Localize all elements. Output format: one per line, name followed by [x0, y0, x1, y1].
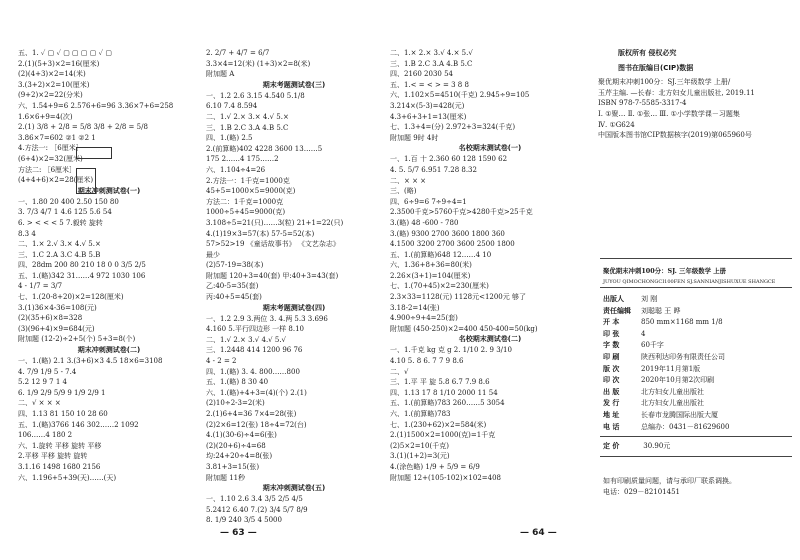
answer-line: 四、28dm 200 80 210 18 0 0 3/5 2/5: [18, 261, 146, 270]
publication-value: 60千字: [641, 341, 664, 350]
answer-line: 4.10 5. 8 6. 7 7 9 8.6: [390, 357, 464, 366]
answer-line: 三、1.C 2.A 3.C 4.B 5.B: [18, 250, 101, 259]
answer-line: 3.108÷5=21(只)……3(粒) 21+1=22(只): [206, 218, 344, 227]
cip-block: [598, 77, 794, 141]
answer-line: 三、1.2448 414 1200 96 76: [206, 346, 303, 355]
answer-line: 3.3×4=12(米) (1+3)×2=8(米): [206, 59, 311, 68]
answer-line: (2)5×2=10(千克): [390, 441, 449, 450]
answer-line: 一、1.80 20 400 2.50 150 80: [18, 197, 119, 206]
answer-line: 二、1.× 2.× 3.√ 4.× 5.√: [390, 49, 473, 57]
answer-line: 二、1.√ 2.× 3.√ 4.√ 5.√: [206, 335, 287, 344]
answer-line: 175 2……4 175……2: [206, 155, 279, 164]
book-pinyin: JUYOU QIMOCHONGCI100FEN SJ.SANNIANJISHUXUE SHANGCE: [603, 278, 776, 285]
cip-line: 聚优期末冲刺100分：SJ.三年级数学 上册/: [598, 78, 731, 87]
answer-line: 附加题 9时 4时: [390, 133, 439, 142]
cip-line: 玉芹主编. —长春：北方妇女儿童出版社, 2019.11: [598, 88, 755, 97]
cip-line: ISBN 978-7-5585-3317-4: [598, 99, 687, 108]
answer-line: 四、6÷9=6 7÷9÷4=1: [390, 197, 467, 206]
publication-key: 印 次: [603, 376, 620, 385]
answer-line: (2)(4+3)×2=14(米): [18, 70, 86, 79]
answer-line: 4.1500 3200 2700 3600 2500 1800: [390, 240, 515, 249]
page-number-left: — 63 —: [220, 528, 257, 538]
publication-value: 刘聪聪 王 晔: [641, 306, 681, 315]
publication-key: 印 刷: [603, 352, 620, 361]
publication-key: 字 数: [603, 341, 620, 350]
publication-key: 电 话: [603, 422, 620, 431]
answer-line: 4.(1)19×3=57(本) 57-5=52(本): [206, 229, 315, 238]
answer-line: 方法二：1千克=1000克: [206, 197, 284, 206]
publication-value: 刘 刚: [641, 295, 658, 303]
publication-key: 开 本: [603, 318, 620, 327]
price-top-divider: [600, 436, 792, 437]
answer-line: (2)10÷2-3=2(米): [206, 399, 265, 408]
publication-row: [603, 352, 791, 364]
publication-row: [603, 375, 791, 387]
answer-line: 1.6×6+9=4(次): [18, 112, 73, 121]
publication-value: 北方妇女儿童出版社: [641, 387, 704, 396]
notice-line-1: 如有印刷质量问题，请与承印厂联系调换。: [603, 477, 736, 485]
rectangle-figure-2: [76, 168, 96, 194]
answer-line: 附加题 12+(105-102)×102=408: [390, 473, 501, 482]
answer-line: 四、1.13 81 150 10 28 60: [18, 410, 108, 418]
answer-line: 4.(1)(30-6)÷4=6(张): [206, 431, 277, 440]
answer-line: 3.(略) 48 -600 - 780: [390, 218, 459, 227]
answer-line: 2.(1) 3/8 + 2/8 = 5/8 3/8 + 2/8 = 5/8: [18, 123, 148, 132]
publication-value: 2019年11月第1版: [641, 364, 701, 373]
top-divider: [600, 258, 792, 259]
answer-line: 4.方法一: ［6厘米］: [18, 144, 83, 153]
publication-row: [603, 364, 791, 376]
section-heading: 期末冲刺测试卷(二): [77, 346, 141, 355]
answer-line: 七、1.3+4=(分) 2.972+3=324(千克): [390, 123, 516, 132]
publication-key: 印 张: [603, 329, 620, 338]
answer-line: 4. 7/9 1/9 5 - 7.4: [18, 367, 77, 376]
answer-line: 七、1.(70+45)×2=230(厘米): [390, 282, 489, 291]
notice-block: [603, 476, 736, 497]
price-bottom-divider: [600, 456, 792, 457]
answer-line: 一、1.百 十 2.360 60 128 1590 62: [390, 155, 508, 164]
publication-row: [603, 340, 791, 352]
answer-line: 45+5=1000×5=9000(克): [206, 187, 296, 196]
answer-line: 六、1.102×5=4510(千克) 2.945÷9=105: [390, 91, 530, 100]
price-label: 定 价: [603, 442, 620, 450]
answer-line: 五、1.(略)3766 146 302……2 1092: [18, 420, 139, 429]
answer-line: 二、1.× 2.√ 3.× 4.√ 5.×: [18, 240, 101, 249]
answer-line: 4.(涂色略) 1/9 + 5/9 = 6/9: [390, 462, 480, 471]
answer-line: 二、√: [390, 367, 409, 376]
answer-line: 方法二: ［6厘米］: [18, 165, 77, 174]
answer-line: 4 - 1/7 = 3/7: [18, 282, 63, 291]
price-row: [603, 441, 670, 451]
answer-column-1: [18, 48, 200, 483]
answer-line: 四、1.(略) 3. 4. 800……800: [206, 367, 300, 376]
answer-line: 附加题 (450-250)×2=400 450-400=50(kg): [390, 324, 538, 333]
answer-column-2: [206, 48, 382, 526]
answer-line: 106……4 180 2: [18, 431, 73, 440]
answer-line: 三、(略): [390, 187, 417, 196]
answer-line: 3.1.16 1498 1680 2156: [18, 462, 101, 471]
answer-line: 五、1.(略)342 31……4 972 1030 106: [18, 271, 146, 280]
answer-line: (9+2)×2=22(分米): [18, 91, 83, 100]
answer-line: 六、1.54+9=6 2.576+6=96 3.36×7+6=258: [18, 101, 174, 110]
answer-line: 2.26×(3+1)=104(厘米): [390, 271, 471, 280]
publication-row: [603, 329, 791, 341]
publication-row: [603, 387, 791, 399]
cip-line: Ⅰ. ①聚… Ⅱ. ①张… Ⅲ. ①小学数学课－习题集: [598, 109, 740, 118]
section-heading: 期末冲刺测试卷(一): [77, 186, 141, 195]
answer-line: 六、1.196+5+39(天)……(天): [18, 473, 117, 482]
answer-line: (6+4)×2=32(厘米): [18, 154, 83, 163]
answer-line: 一、1.(略) 2.1 3.(3+6)×3 4.5 18×6=3108: [18, 357, 163, 366]
answer-column-3: [390, 48, 590, 483]
answer-line: 2.(1)(5+3)×2=16(厘米): [18, 59, 100, 68]
publication-key: 版 次: [603, 364, 620, 373]
answer-line: 三、1.B 2.C 3.A 4.B 5.C: [206, 123, 289, 132]
answer-line: 二、√ × × ×: [18, 399, 61, 408]
answer-line: 六、1.旋转 平移 旋转 平移: [18, 441, 102, 450]
publication-row: [603, 294, 791, 306]
answer-line: 3.(3+2)×2=10(厘米): [18, 80, 90, 89]
answer-line: 3.(1)36×4-36=108(元): [18, 303, 97, 312]
answer-line: (2)(35+6)×8=328: [18, 314, 83, 323]
cip-line: Ⅳ. ①G624: [598, 120, 635, 129]
section-heading: 期末考题测试卷(三): [262, 80, 326, 89]
answer-line: 1000÷5+45=9000(克): [206, 208, 286, 217]
answer-line: 四、2160 2030 54: [390, 70, 453, 79]
answer-line: 五、1. ✓ ▢ ✓ ▢ ▢ ▢ ▢ ✓ ▢: [18, 49, 112, 57]
answer-line: 3.86×7=602 ②1 ②2 1: [18, 133, 96, 142]
answer-line: 二、× × ×: [390, 176, 427, 185]
answer-line: 3.(略) 9300 2700 3600 1800 360: [390, 229, 505, 238]
publication-key: 地 址: [603, 410, 620, 419]
answer-line: 最少: [206, 250, 220, 259]
answer-line: 3.214×(5-3)=428(元): [390, 101, 465, 110]
publication-value: 850 mm×1168 mm 1/8: [641, 318, 723, 327]
answer-line: 四、1.13 17 8 1/10 2000 11 54: [390, 388, 498, 397]
publication-key: 出版人: [603, 295, 624, 303]
answer-line: 2.(1)1500×2=1000(克)=1千克: [390, 431, 496, 440]
notice-line-2: 电话：029－82101451: [603, 487, 680, 496]
answer-line: 三、1.B 2.C 3.A 4.B 5.C: [390, 59, 473, 68]
publication-key: 责任编辑: [603, 306, 631, 315]
answer-line: 一、1.千克 kg 克 g 2. 1/10 2. 9 3/10: [390, 346, 512, 355]
section-heading: 名校期末测试卷(二): [458, 335, 522, 344]
answer-line: 3.18-2=14(张): [390, 303, 440, 312]
publication-table: [603, 294, 791, 433]
page-number-right: — 64 —: [520, 528, 557, 538]
publication-row: [603, 398, 791, 410]
answer-line: 一、1.2 2.6 3.15 4.540 5.1/8: [206, 91, 305, 100]
answer-line: 附加题 A: [206, 70, 235, 79]
publication-row: [603, 410, 791, 422]
cip-line: 中国版本图书馆CIP数据核字(2019)第065960号: [598, 131, 752, 140]
answer-line: (2)(20+6)÷4=68: [206, 441, 266, 450]
rectangle-figure-1: [76, 147, 112, 159]
answer-line: (2)2×6=12(张) 18÷4=72(台): [206, 420, 307, 429]
answer-line: 四、1.(略) 2.5: [206, 134, 253, 143]
answer-line: 4. 5. 5/7 6.951 7.28 8.32: [390, 165, 477, 174]
answer-line: 5.2 12 9 7 1 4: [18, 378, 67, 387]
book-title-block: [603, 267, 775, 288]
copyright-column: [598, 48, 794, 141]
publication-value: 北方妇女儿童出版社: [641, 399, 704, 408]
answer-line: 乙:40-5=35(套): [206, 282, 259, 291]
publication-row: [603, 422, 791, 434]
price-value: 30.90元: [643, 442, 671, 450]
answer-line: 2.3×33=1128(元) 1128元<1200元 够了: [390, 293, 526, 302]
answer-line: 4.160 5.平行四边形 一样 8.10: [206, 325, 304, 334]
answer-line: 6. > < < < 5 7.毅转 旋转: [18, 218, 103, 227]
answer-line: 丙:40+5=45(套): [206, 293, 262, 302]
answer-line: 4 - 2 = 2: [206, 357, 237, 366]
answer-line: 附加题 (12-2)÷2+5(个) 5+3=8(个): [18, 335, 136, 344]
answer-line: 6.10 7.4 8.594: [206, 102, 258, 111]
answer-line: 五、1.(前算略)783 260……5 3054: [390, 399, 505, 408]
answer-line: 2.方法一：1千克=1000克: [206, 176, 290, 185]
publication-key: 发 行: [603, 399, 620, 408]
answer-line: 五、1.(略) 8 30 40: [206, 378, 269, 387]
answer-line: 6. 1/9 2/9 5/9 9 1/9 2/9 1: [18, 388, 106, 397]
answer-line: (2)57-19=38(本): [206, 261, 264, 270]
section-heading: 名校期末测试卷(一): [458, 144, 522, 153]
publication-value: 总编办：0431－81629600: [641, 422, 730, 431]
answer-line: 2.(前算略)402 4228 3600 13……5: [206, 144, 323, 153]
answer-line: 一、1.2 2.9 3.两位 3. 4.两 5.3 3.696: [206, 314, 328, 323]
answer-line: 5.2412 6.40 7.(2) 3/4 5/7 8/9: [206, 505, 308, 514]
answer-line: 8.3 4: [18, 229, 36, 238]
answer-line: (3)(96+4)×9=684(元): [18, 324, 95, 333]
answer-line: 3.81+3=15(张): [206, 462, 260, 471]
answer-line: 57>52>19 《童话故事书》 《文艺杂志》: [206, 240, 340, 249]
answer-line: 七、1.(20-8+20)×2=128(厘米): [18, 293, 124, 302]
answer-line: 3. 7/3 4/7 1 4.6 125 5.6 54: [18, 208, 112, 217]
publication-value: 陕西利达印务有限责任公司: [641, 352, 725, 361]
answer-line: 二、1.√ 2.× 3.× 4.√ 5.×: [206, 112, 289, 121]
mid-divider: [600, 287, 792, 288]
answer-line: 三、1.平 平 旋 5.8 6.7 7.9 8.6: [390, 378, 490, 387]
section-heading: 期末考题测试卷(四): [262, 303, 326, 312]
answer-line: 4.3+6+3+1=13(厘米): [390, 112, 467, 121]
publication-row: [603, 306, 791, 318]
answer-line: 2. 2/7 + 4/7 = 6/7: [206, 49, 270, 57]
answer-line: 2.3500千克>5760千克>4280千克>25千克: [390, 208, 533, 217]
answer-line: 2.(1)6+4=36 7×4=28(张): [206, 410, 297, 418]
answer-line: 3.(1)(1+2)=3(元): [390, 452, 450, 461]
copyright-notice: 版权所有 侵权必究: [618, 49, 677, 57]
answer-line: 五、1.(前算略)648 12……4 10: [390, 250, 492, 259]
answer-line: 六、1.36+8+36=80(米): [390, 261, 472, 270]
answer-line: 附加题 11秒: [206, 473, 246, 482]
answer-line: 五、1.< = < > = 3 8 8: [390, 80, 469, 89]
book-title: 聚优期末冲刺100分：SJ. 三年级数学 上册: [603, 267, 727, 275]
answer-line: 六、1.104÷4=26: [206, 165, 266, 174]
cip-title: 图书在版编目(CIP)数据: [618, 63, 694, 72]
answer-line: 2.平移 平移 旋转 旋转: [18, 452, 88, 461]
answer-line: (4+4+6)×2=28(厘米): [18, 176, 94, 185]
publication-value: 长春市龙腾国际出版大厦: [641, 410, 718, 419]
publication-row: [603, 317, 791, 329]
publication-value: 4: [641, 329, 646, 338]
publication-key: 出 版: [603, 387, 620, 396]
answer-line: 一、1.10 2.6 3.4 3/5 2/5 4/5: [206, 495, 303, 504]
answer-line: 8. 1/9 240 3/5 4 5000: [206, 516, 282, 525]
answer-line: 均:24+20÷4=8(张): [206, 452, 273, 461]
section-heading: 期末冲刺测试卷(五): [262, 484, 326, 493]
answer-line: 六、1.(前算略)783: [390, 410, 451, 418]
answer-line: 七、1.(230+62)×2=584(米): [390, 420, 487, 429]
publication-value: 2020年10月第2次印刷: [641, 376, 715, 385]
answer-line: 附加题 120+3=40(套) 甲:40+3=43(套): [206, 271, 339, 280]
answer-line: 4.900÷9+4=25(套): [390, 314, 458, 323]
answer-line: 六、1.(略)+4+3=(4)(个) 2.(1): [206, 388, 307, 397]
